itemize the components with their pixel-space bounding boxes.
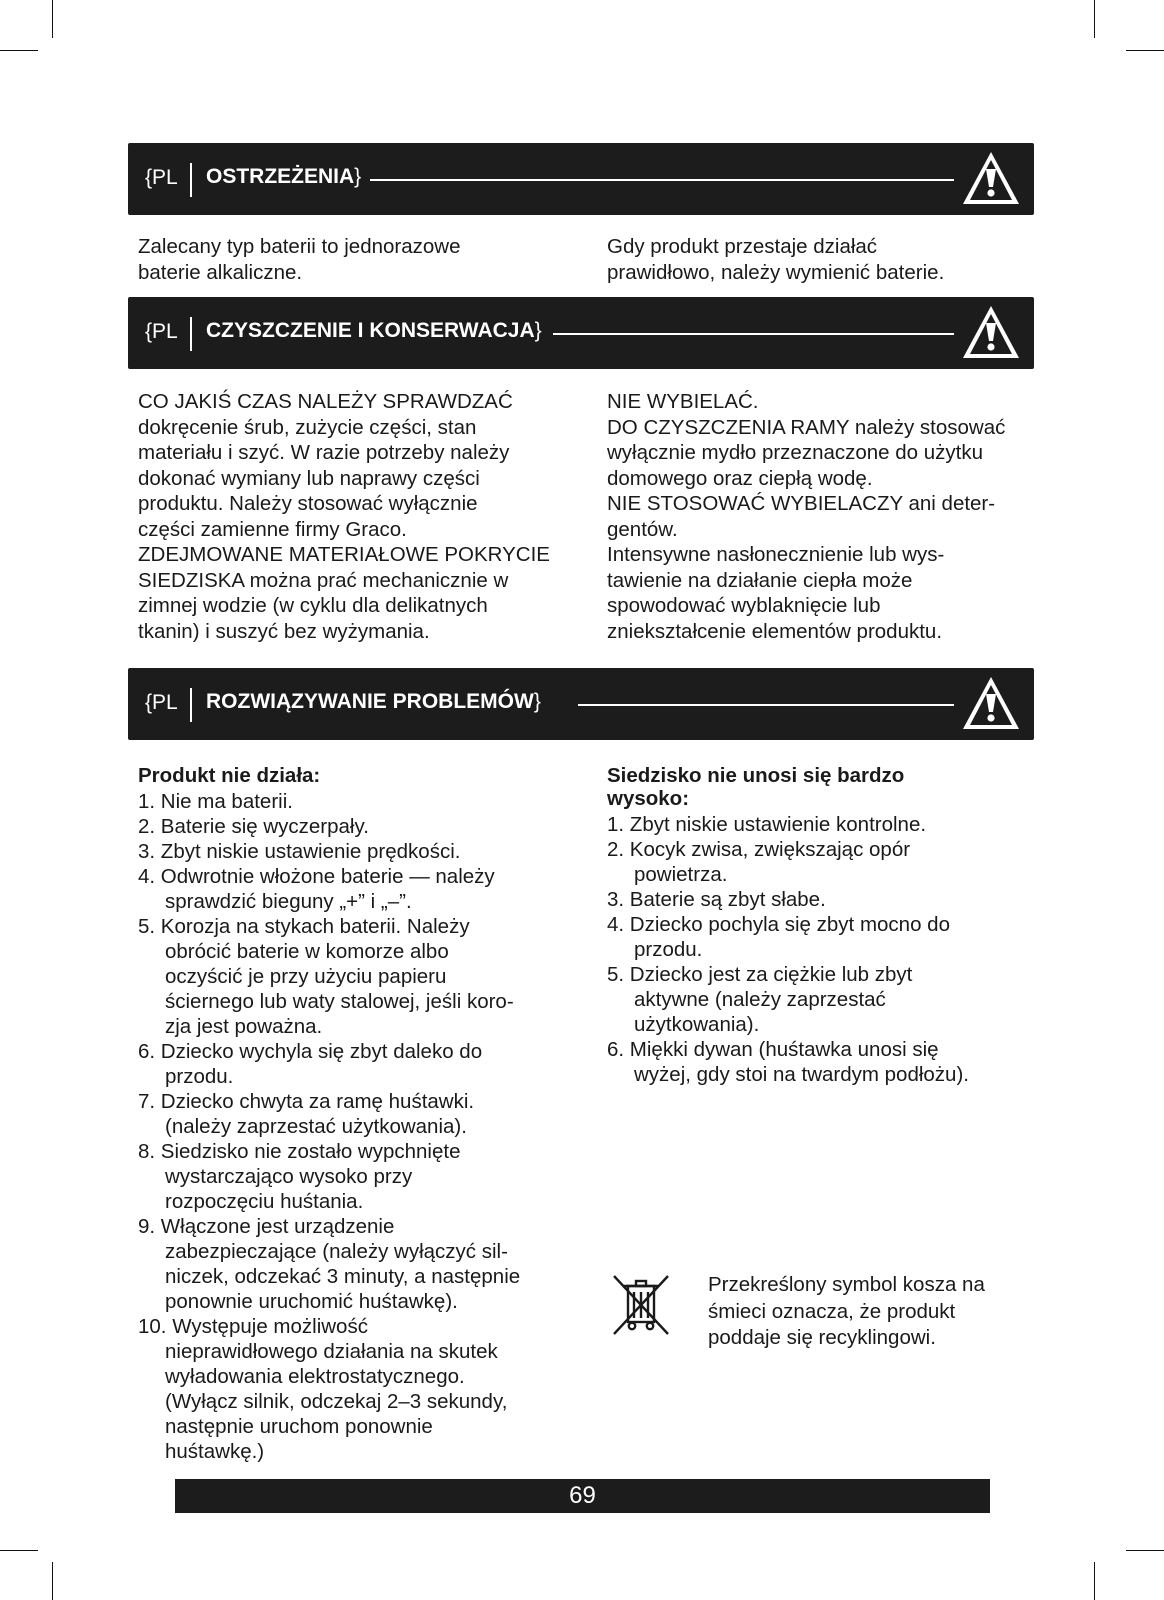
item-line: niczek, odczekać 3 minuty, a następnie [165,1265,521,1288]
text-line: zimnej wodzie (w cyklu dla delikatnych [138,594,488,617]
cleaning-right-text [607,389,1027,644]
crop-mark [1094,0,1095,38]
item-line: oczyścić je przy użyciu papieru [165,965,447,988]
text-line: dokręcenie śrub, zużycie części, stan [138,415,477,439]
crop-mark [52,0,53,38]
item-line: wystarczająco wysoko przy [165,1165,413,1188]
recycling-notice [708,1272,985,1352]
warning-triangle-icon [960,149,1022,207]
troubleshooting-left [138,764,588,1464]
section-header-warnings [128,143,1034,215]
list-item [138,1139,588,1214]
page-number-bar [175,1479,990,1513]
section-title-text: OSTRZEŻENIA [206,165,355,188]
text-line: Przekreślony symbol kosza na [708,1273,985,1296]
section-title [206,319,542,343]
divider [190,163,192,197]
text-line: SIEDZISKA można prać mechanicznie w [138,568,509,592]
list-item [607,912,1027,962]
list-item [607,812,1027,837]
text-line: wyłącznie mydło przeznaczone do użytku [607,441,984,464]
crop-mark [0,1550,38,1551]
text-line: dokonać wymiany lub naprawy części [138,466,480,490]
item-line: następnie uruchom ponownie [165,1415,433,1438]
closing-brace: } [354,165,362,188]
item-line: 1. Nie ma baterii. [138,790,293,813]
header-rule [370,179,954,181]
item-line: 5. Korozja na stykach baterii. Należy [138,915,470,938]
item-line: 6. Miękki dywan (huśtawka unosi się [607,1038,939,1061]
text-line: zniekształcenie elementów produktu. [607,619,943,643]
header-rule [578,704,954,706]
text-line: spowodować wyblaknięcie lub [607,594,881,617]
crop-mark [1126,50,1164,51]
item-line: przodu. [165,1065,234,1088]
text-line: produktu. Należy stosować wyłącznie [138,492,478,515]
header-rule [553,333,954,335]
item-line: powietrza. [634,863,728,886]
problem-heading [607,764,1027,810]
text-line: materiału i szyć. W razie potrzeby należy [138,441,510,464]
text-line: poddaje się recyklingowi. [708,1326,936,1349]
list-item [138,864,588,914]
closing-brace: } [533,690,541,713]
text-line: NIE STOSOWAĆ WYBIELACZY ani deter- [607,492,996,515]
divider [190,317,192,351]
problem-heading: Produkt nie działa: [138,764,321,787]
troubleshooting-right [607,764,1027,1087]
crop-mark [0,50,38,51]
item-line: 9. Włączone jest urządzenie [138,1215,395,1238]
item-line: przodu. [634,938,703,961]
crop-mark [1126,1550,1164,1551]
item-line: aktywne (należy zaprzestać [634,988,886,1011]
item-line: 10. Występuje możliwość [138,1315,368,1338]
text-line: ZDEJMOWANE MATERIAŁOWE POKRYCIE [138,543,550,566]
language-code: {PL [145,691,178,714]
item-line: zabezpieczające (należy wyłączyć sil- [165,1240,508,1263]
text-line: DO CZYSZCZENIA RAMY należy stosować [607,415,1006,439]
list-item [138,1039,588,1089]
text-line: części zamienne firmy Graco. [138,517,407,541]
warnings-right-text [607,234,1027,285]
item-line: 5. Dziecko jest za ciężkie lub zbyt [607,963,913,986]
item-line: zja jest poważna. [165,1015,323,1038]
list-item [607,962,1027,1037]
list-item [138,1214,588,1314]
item-line: 6. Dziecko wychyla się zbyt daleko do [138,1040,483,1063]
item-line: 2. Kocyk zwisa, zwiększając opór [607,838,911,861]
text-line: Intensywne nasłonecznienie lub wys- [607,543,945,566]
item-line: rozpoczęciu huśtania. [165,1190,364,1213]
item-line: nieprawidłowego działania na skutek [165,1340,498,1363]
language-code: {PL [145,320,178,343]
cleaning-left-text [138,389,583,644]
item-line: (należy zaprzestać użytkowania). [165,1115,467,1138]
list-item [607,837,1027,887]
closing-brace: } [534,319,542,342]
list-item [138,1089,588,1139]
warnings-left-text [138,234,578,285]
text-line: śmieci oznacza, że produkt [708,1299,956,1323]
section-header-troubleshooting [128,668,1034,740]
crossed-out-bin-icon [610,1272,672,1338]
item-line: wyżej, gdy stoi na twardym podłożu). [634,1063,969,1086]
text-line: gentów. [607,517,678,541]
item-line: 4. Odwrotnie włożone baterie — należy [138,865,495,888]
item-line: huśtawkę.) [165,1440,265,1463]
list-item [607,1037,1027,1087]
text-line: tkanin) i suszyć bez wyżymania. [138,619,430,643]
text-line: CO JAKIŚ CZAS NALEŻY SPRAWDZAĆ [138,390,513,413]
text-line: tawienie na działanie ciepła może [607,568,913,592]
text-line: baterie alkaliczne. [138,260,303,284]
text-line: Zalecany typ baterii to jednorazowe [138,235,461,258]
section-title [206,690,541,714]
section-title [206,165,361,189]
language-code: {PL [145,166,178,189]
item-line: wyładowania elektrostatycznego. [165,1365,465,1388]
item-line: sprawdzić bieguny „+” i „–”. [165,890,412,913]
crop-mark [52,1562,53,1600]
list-item [138,914,588,1039]
list-item [138,789,588,814]
item-line: obrócić baterie w komorze albo [165,940,449,963]
item-line: ponownie uruchomić huśtawkę). [165,1290,458,1313]
item-line: 3. Baterie są zbyt słabe. [607,888,826,911]
item-line: ściernego lub waty stalowej, jeśli koro- [165,990,514,1013]
item-line: użytkowania). [634,1013,760,1036]
item-line: (Wyłącz silnik, odczekaj 2–3 sekundy, [165,1390,508,1413]
section-title-text: CZYSZCZENIE I KONSERWACJA [206,319,535,342]
text-line: NIE WYBIELAĆ. [607,390,759,413]
section-title-text: ROZWIĄZYWANIE PROBLEMÓW [206,690,534,713]
text-line: prawidłowo, należy wymienić baterie. [607,260,945,284]
section-header-cleaning [128,297,1034,369]
item-line: 2. Baterie się wyczerpały. [138,815,369,838]
item-line: 3. Zbyt niskie ustawienie prędkości. [138,840,461,863]
text-line: Gdy produkt przestaje działać [607,235,878,258]
crop-mark [1094,1562,1095,1600]
warning-triangle-icon [960,303,1022,361]
list-item [138,1314,588,1464]
list-item [138,839,588,864]
item-line: 8. Siedzisko nie zostało wypchnięte [138,1140,461,1163]
heading-line: wysoko: [607,787,690,810]
page-number: 69 [569,1482,596,1509]
heading-line: Siedzisko nie unosi się bardzo [607,764,905,787]
item-line: 7. Dziecko chwyta za ramę huśtawki. [138,1090,475,1113]
item-line: 4. Dziecko pochyla się zbyt mocno do [607,913,950,936]
warning-triangle-icon [960,674,1022,732]
list-item [138,814,588,839]
divider [190,688,192,722]
text-line: domowego oraz ciepłą wodę. [607,466,873,490]
item-line: 1. Zbyt niskie ustawienie kontrolne. [607,813,927,836]
list-item [607,887,1027,912]
